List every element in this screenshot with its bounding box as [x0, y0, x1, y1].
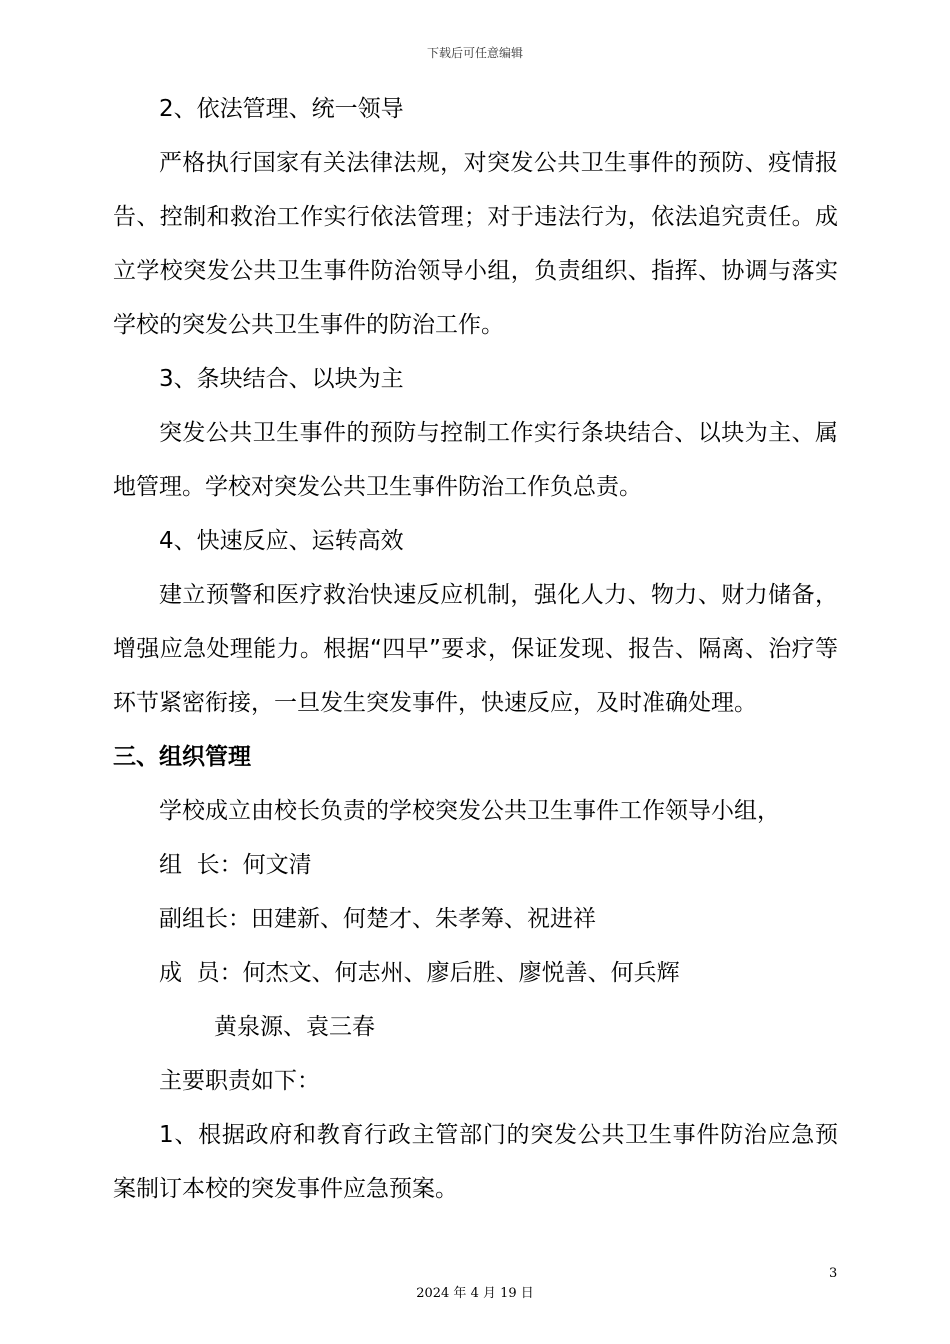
duty-item-1: 1、根据政府和教育行政主管部门的突发公共卫生事件防治应急预案制订本校的突发事件应急预案。: [113, 1122, 838, 1202]
group-deputy-leaders: 副组长：田建新、何楚才、朱孝筹、祝进祥: [159, 906, 596, 932]
principle-heading-3: 3、条块结合、以块为主: [159, 366, 404, 392]
group-members: 成 员：何杰文、何志州、廖后胜、廖悦善、何兵辉: [159, 960, 680, 986]
principle-paragraph-2: 严格执行国家有关法律法规，对突发公共卫生事件的预防、疫情报告、控制和救治工作实行依法管理；对于违法行为，依法追究责任。成立学校突发公共卫生事件防治领导小组，负责组织、指挥、协调与落实学校的突发公共卫生事件的防治工作。: [113, 150, 838, 338]
page-header: 下载后可任意编辑: [426, 46, 523, 60]
principle-heading-2: 2、依法管理、统一领导: [159, 96, 404, 122]
section-title-organization: 三、组织管理: [113, 744, 251, 770]
page-number: 3: [829, 1266, 838, 1281]
group-members-continued: 黄泉源、袁三春: [214, 1014, 375, 1040]
group-leader: 组 长：何文清: [159, 852, 312, 878]
document-body: [113, 82, 838, 1216]
organization-intro: 学校成立由校长负责的学校突发公共卫生事件工作领导小组，: [159, 798, 780, 824]
principle-heading-4: 4、快速反应、运转高效: [159, 528, 404, 554]
footer-date: 2024 年 4 月 19 日: [416, 1286, 534, 1301]
principle-paragraph-4: 建立预警和医疗救治快速反应机制，强化人力、物力、财力储备，增强应急处理能力。根据“四早”要求，保证发现、报告、隔离、治疗等环节紧密衔接，一旦发生突发事件，快速反应，及时准确处理。: [113, 582, 838, 716]
duties-title: 主要职责如下：: [159, 1068, 320, 1094]
principle-paragraph-3: 突发公共卫生事件的预防与控制工作实行条块结合、以块为主、属地管理。学校对突发公共卫生事件防治工作负总责。: [113, 420, 838, 500]
